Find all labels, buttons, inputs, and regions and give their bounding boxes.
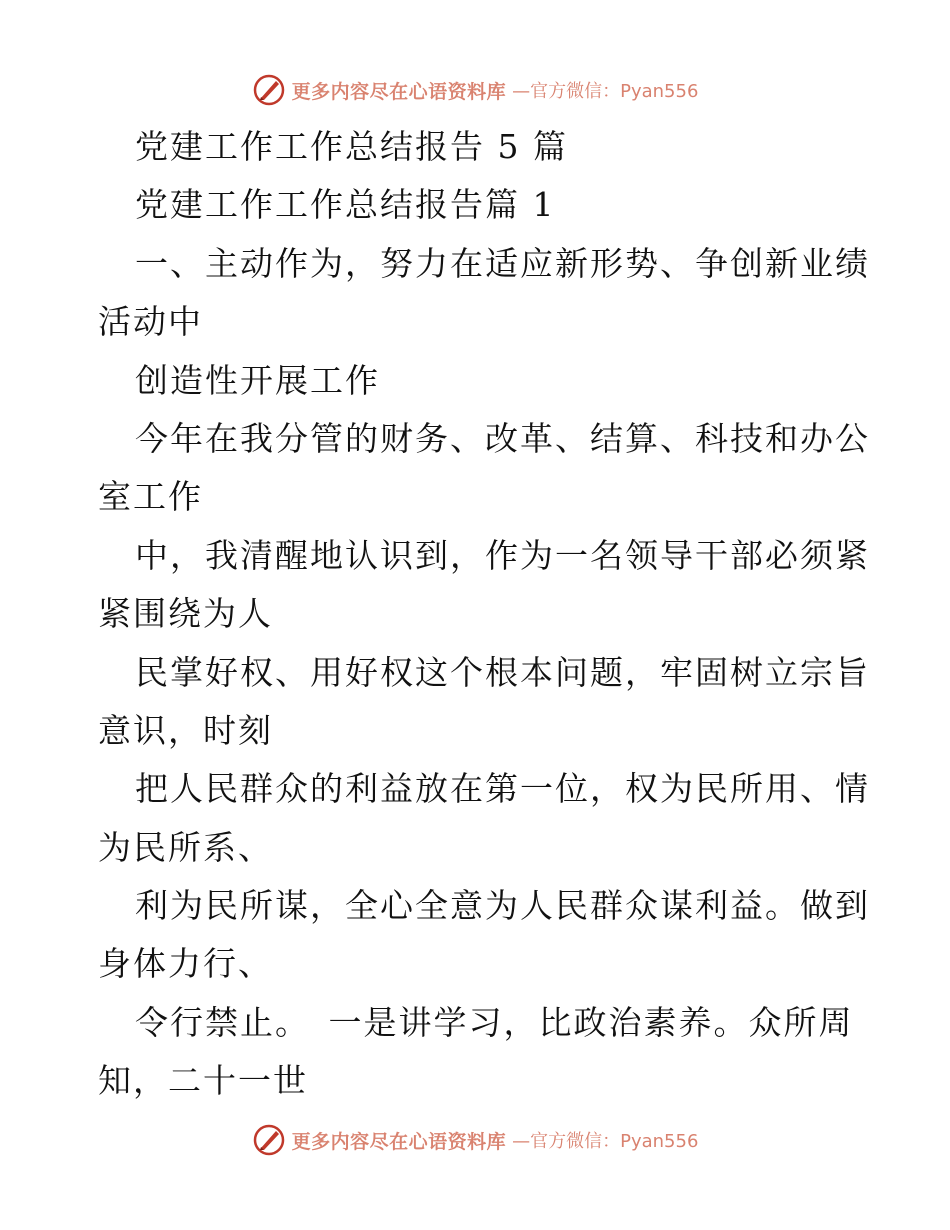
document-line: 紧围绕为人	[98, 594, 273, 634]
document-line: 今年在我分管的财务、改革、结算、科技和办公	[135, 418, 870, 458]
document-line: 党建工作工作总结报告 5 篇	[135, 127, 568, 166]
document-line: 身体力行、	[98, 944, 273, 984]
document-line: 知，二十一世	[98, 1061, 308, 1101]
document-line: 把人民群众的利益放在第一位，权为民所用、情	[135, 769, 870, 809]
header-watermark-banner	[0, 70, 950, 110]
banner-wechat-text: —官方微信：Pyan556	[512, 81, 699, 102]
document-line: 创造性开展工作	[135, 360, 380, 400]
banner-brand-text: 更多内容尽在心语资料库	[291, 80, 507, 103]
document-line: 意识，时刻	[98, 710, 273, 750]
document-line: 为民所系、	[98, 827, 273, 867]
document-line: 党建工作工作总结报告篇 1	[135, 185, 556, 225]
document-line: 中，我清醒地认识到，作为一名领导干部必须紧	[135, 535, 870, 575]
banner-wechat-text: —官方微信：Pyan556	[512, 1131, 699, 1152]
document-line: 室工作	[98, 477, 203, 517]
document-line: 一、主动作为，努力在适应新形势、争创新业绩	[135, 243, 870, 283]
document-line: 令行禁止。 一是讲学习，比政治素养。众所周	[135, 1002, 854, 1042]
document-line: 利为民所谋，全心全意为人民群众谋利益。做到	[135, 886, 870, 926]
document-body	[98, 118, 870, 1111]
quill-logo-icon	[252, 1123, 286, 1157]
document-line: 活动中	[98, 302, 203, 342]
document-line: 民掌好权、用好权这个根本问题，牢固树立宗旨	[135, 652, 870, 692]
footer-watermark-banner	[0, 1120, 950, 1160]
banner-brand-text: 更多内容尽在心语资料库	[291, 1130, 507, 1153]
quill-logo-icon	[252, 73, 286, 107]
